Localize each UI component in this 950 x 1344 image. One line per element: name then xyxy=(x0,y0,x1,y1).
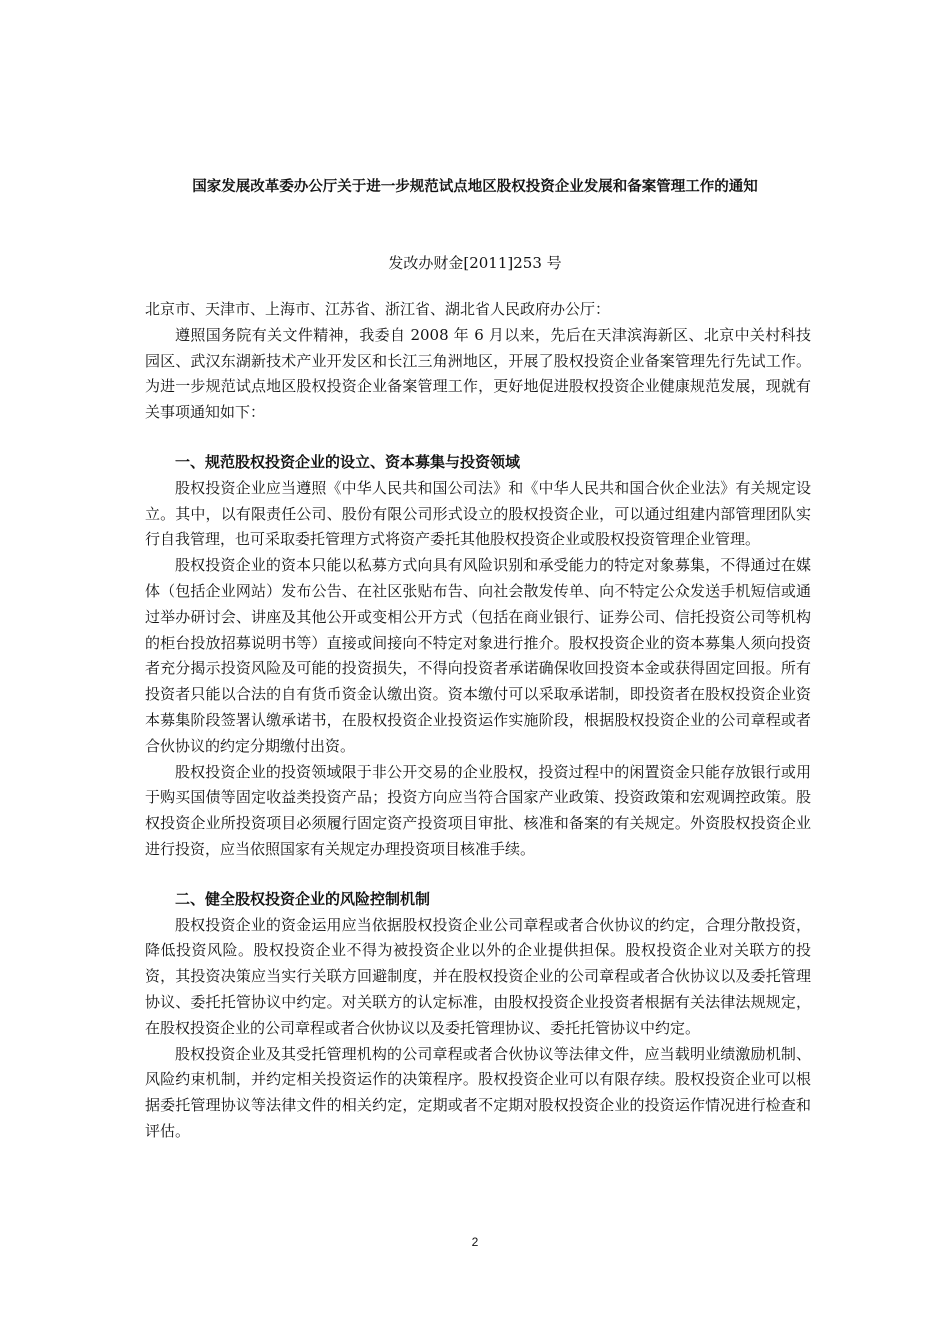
document-body xyxy=(145,297,811,1145)
section-1-paragraph-2: 股权投资企业的资本只能以私募方式向具有风险识别和承受能力的特定对象募集，不得通过在媒体（包括企业网站）发布公告、在社区张贴布告、向社会散发传单、向不特定公众发送手机短信或通过举办研讨会、讲座及其他公开或变相公开方式（包括在商业银行、证券公司、信托投资公司等机构的柜台投放招募说明书等）直接或间接向不特定对象进行推介。股权投资企业的资本募集人须向投资者充分揭示投资风险及可能的投资损失，不得向投资者承诺确保收回投资本金或获得固定回报。所有投资者只能以合法的自有货币资金认缴出资。资本缴付可以采取承诺制，即投资者在股权投资企业资本募集阶段签署认缴承诺书，在股权投资企业投资运作实施阶段，根据股权投资企业的公司章程或者合伙协议的约定分期缴付出资。 xyxy=(145,556,811,755)
section-1-paragraph-1: 股权投资企业应当遵照《中华人民共和国公司法》和《中华人民共和国合伙企业法》有关规定设立。其中，以有限责任公司、股份有限公司形式设立的股权投资企业，可以通过组建内部管理团队实行自我管理，也可采取委托管理方式将资产委托其他股权投资企业或股权投资管理企业管理。 xyxy=(145,478,811,549)
section-heading-1: 一、规范股权投资企业的设立、资本募集与投资领域 xyxy=(175,452,521,471)
intro-paragraph: 遵照国务院有关文件精神，我委自 2008 年 6 月以来，先后在天津滨海新区、北京中关村科技园区、武汉东湖新技术产业开发区和长江三角洲地区，开展了股权投资企业备案管理先行先试工作。为进一步规范试点地区股权投资企业备案管理工作，更好地促进股权投资企业健康规范发展，现就有关事项通知如下： xyxy=(145,325,811,422)
document-number: 发改办财金[2011]253 号 xyxy=(388,254,562,272)
section-2-paragraph-2: 股权投资企业及其受托管理机构的公司章程或者合伙协议等法律文件，应当载明业绩激励机制、风险约束机制，并约定相关投资运作的决策程序。股权投资企业可以有限存续。股权投资企业可以根据委托管理协议等法律文件的相关约定，定期或者不定期对股权投资企业的投资运作情况进行检查和评估。 xyxy=(145,1044,811,1140)
addressee: 北京市、天津市、上海市、江苏省、浙江省、湖北省人民政府办公厅： xyxy=(145,300,611,318)
document-title: 国家发展改革委办公厅关于进一步规范试点地区股权投资企业发展和备案管理工作的通知 xyxy=(192,179,758,195)
section-1-paragraph-3: 股权投资企业的投资领域限于非公开交易的企业股权，投资过程中的闲置资金只能存放银行或用于购买国债等固定收益类投资产品；投资方向应当符合国家产业政策、投资政策和宏观调控政策。股权投资企业所投资项目必须履行固定资产投资项目审批、核准和备案的有关规定。外资股权投资企业进行投资，应当依照国家有关规定办理投资项目核准手续。 xyxy=(145,762,811,858)
section-2-paragraph-1: 股权投资企业的资金运用应当依据股权投资企业公司章程或者合伙协议的约定，合理分散投资，降低投资风险。股权投资企业不得为被投资企业以外的企业提供担保。股权投资企业对关联方的投资，其投资决策应当实行关联方回避制度，并在股权投资企业的公司章程或者合伙协议以及委托管理协议、委托托管协议中约定。对关联方的认定标准，由股权投资企业投资者根据有关法律法规规定，在股权投资企业的公司章程或者合伙协议以及委托管理协议、委托托管协议中约定。 xyxy=(145,915,811,1037)
page-number: 2 xyxy=(471,1235,479,1249)
section-heading-2: 二、健全股权投资企业的风险控制机制 xyxy=(175,889,431,908)
